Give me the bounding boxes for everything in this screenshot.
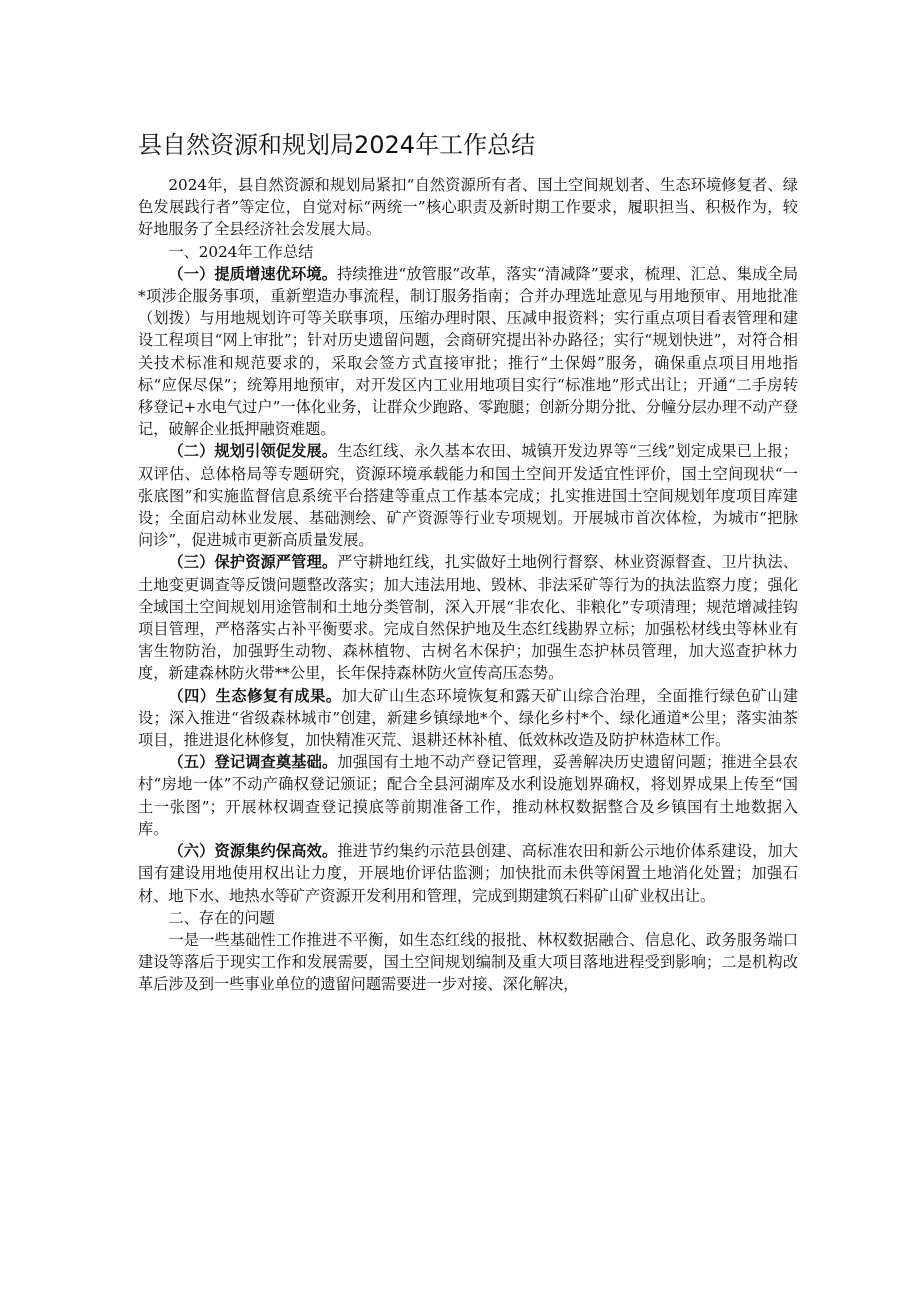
item-lead: （三）保护资源严管理。 xyxy=(168,553,338,572)
item-body: 持续推进“放管服”改革，落实“清减降”要求，梳理、汇总、集成全局*项涉企服务事项，重新塑造办事流程，制订服务指南；合并办理选址意见与用地预审、用地批准（划拨）与用地规划许可等关联事项，压缩办理时限、压减申报资料；实行重点项目看表管理和建设工程项目“网上审批”；针对历史遗留问题，会商研究提出补办路径；实行“规划快进”，对符合相关技术标准和规范要求的，采取会签方式直接审批；推行“土保姆”服务，确保重点项目用地指标“应保尽保”；统筹用地预审，对开发区内工业用地项目实行“标准地”形式出让；开通“二手房转移登记+水电气过户”一体化业务，让群众少跑路、零跑腿；创新分期分批、分幢分层办理不动产登记，破解企业抵押融资难题。 xyxy=(138,264,799,439)
item-paragraph xyxy=(138,751,798,840)
section-heading-text: 一、2024年工作总结 xyxy=(168,242,314,261)
item-body: 推进节约集约示范县创建、高标准农田和新公示地价体系建设，加大国有建设用地使用权出让力度，开展地价评估监测；加快批而未供等闲置土地消化处置；加强石材、地下水、地热水等矿产资源开发利用和管理，完成到期建筑石料矿山矿业权出让。 xyxy=(138,842,799,905)
item-paragraph xyxy=(138,440,798,551)
section-heading-work-summary xyxy=(138,241,798,263)
document-title: 县自然资源和规划局2024年工作总结 xyxy=(138,131,536,159)
item-paragraph xyxy=(138,551,798,684)
item-body: 严守耕地红线，扎实做好土地例行督察、林业资源督查、卫片执法、土地变更调查等反馈问题整改落实；加大违法用地、毁林、非法采矿等行为的执法监察力度；强化全域国土空间规划用途管制和土地分类管制，深入开展“非农化、非粮化”专项清理；规范增减挂钩项目管理，严格落实占补平衡要求。完成自然保护地及生态红线勘界立标；加强松材线虫等林业有害生物防治，加强野生动物、森林植物、古树名木保护；加强生态护林员管理，加大巡查护林力度，新建森林防火带**公里，长年保持森林防火宣传高压态势。 xyxy=(138,553,799,683)
item-lead: （六）资源集约保高效。 xyxy=(168,842,338,861)
item-paragraph xyxy=(138,840,798,907)
item-lead: （四）生态修复有成果。 xyxy=(168,686,342,705)
intro-paragraph: 2024年，县自然资源和规划局紧扣“自然资源所有者、国土空间规划者、生态环境修复者、绿色发展践行者”等定位，自觉对标“两统一”核心职责及新时期工作要求，履职担当、积极作为，较好地服务了全县经济社会发展大局。 xyxy=(138,176,798,239)
section-heading-text: 二、存在的问题 xyxy=(168,908,275,927)
item-lead: （五）登记调查奠基础。 xyxy=(168,753,338,772)
item-paragraph xyxy=(138,685,798,752)
item-body: 加大矿山生态环境恢复和露天矿山综合治理，全面推行绿色矿山建设；深入推进“省级森林城市”创建，新建乡镇绿地*个、绿化乡村*个、绿化通道*公里；落实油茶项目，推进退化林修复，加快精准灭荒、退耕还林补植、低效林改造及防护林造林工作。 xyxy=(138,686,799,750)
section-heading-problems xyxy=(138,907,798,929)
item-paragraph xyxy=(138,263,798,441)
document-page xyxy=(138,128,798,996)
item-body: 加强国有土地不动产登记管理，妥善解决历史遗留问题；推进全县农村“房地一体”不动产确权登记颁证；配合全县河湖库及水利设施划界确权，将划界成果上传至“国土一张图”；开展林权调查登记摸底等前期准备工作，推动林权数据整合及乡镇国有土地数据入库。 xyxy=(138,753,799,838)
item-lead: （一）提质增速优环境。 xyxy=(168,264,338,283)
problems-paragraph: 一是一些基础性工作推进不平衡，如生态红线的报批、林权数据融合、信息化、政务服务端口建设等落后于现实工作和发展需要，国土空间规划编制及重大项目落地进程受到影响；二是机构改革后涉及到一些事业单位的遗留问题需要进一步对接、深化解决， xyxy=(138,930,798,994)
item-body: 生态红线、永久基本农田、城镇开发边界等“三线”划定成果已上报；双评估、总体格局等专题研究，资源环境承载能力和国土空间开发适宜性评价，国土空间现状“一张底图”和实施监督信息系统平台搭建等重点工作基本完成；扎实推进国土空间规划年度项目库建设；全面启动林业发展、基础测绘、矿产资源等行业专项规划。开展城市首次体检，为城市“把脉问诊”，促进城市更新高质量发展。 xyxy=(138,442,798,550)
item-lead: （二）规划引领促发展。 xyxy=(168,442,338,461)
